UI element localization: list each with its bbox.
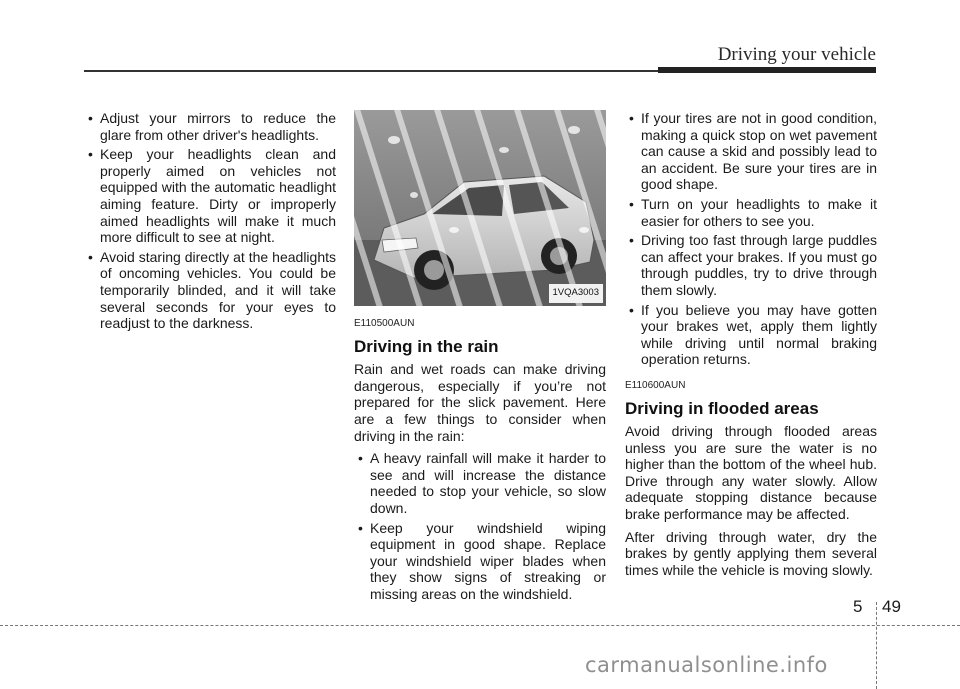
list-item: • A heavy rainfall will make it harder to see and will increase the distance needed to stop your vehicle, so slow down.: [354, 450, 606, 516]
page-header-title: Driving your vehicle: [717, 44, 876, 65]
list-item: • Adjust your mirrors to reduce the glare from other driver's headlights.: [84, 110, 336, 143]
list-item: • If your tires are not in good condition, making a quick stop on wet pavement can cause a skid and possibly lead to an accident. Be sure your tires are in good shape.: [625, 110, 877, 193]
bullet-list: [84, 110, 336, 332]
header-rule-accent: [658, 67, 876, 73]
section-code: E110500AUN: [354, 318, 415, 329]
list-item: • Keep your windshield wiping equipment in good shape. Replace your windshield wiper blades when they show signs of streaking or missing areas on the windshield.: [354, 520, 606, 603]
section-title: Driving in the rain: [354, 336, 499, 356]
list-item: • Keep your headlights clean and properly aimed on vehicles not equipped with the automatic headlight aiming feature. Dirty or improperly aimed headlights will make it much more difficult to see at night.: [84, 146, 336, 246]
chapter-number: 5: [853, 597, 863, 616]
list-item: • Driving too fast through large puddles can affect your brakes. If you must go through puddles, try to drive through them slowly.: [625, 232, 877, 298]
car-in-rain-image: [354, 110, 606, 306]
section-intro: Rain and wet roads can make driving dangerous, especially if you’re not prepared for the slick pavement. Here are a few things to consider when driving in the rain:: [354, 361, 606, 444]
watermark: carmanualsonline.info: [585, 653, 828, 677]
list-item: • Turn on your headlights to make it easier for others to see you.: [625, 196, 877, 229]
paragraph: Avoid driving through flooded areas unless you are sure the water is no higher than the bottom of the wheel hub. Drive through any water slowly. Allow adequate stopping distance because brake performance may be affected.: [625, 423, 877, 523]
page-number-divider: [876, 602, 877, 689]
bullet-list: [625, 110, 877, 368]
bullet-list: [354, 450, 606, 602]
header-rule: [84, 70, 664, 72]
section-code: E110600AUN: [625, 379, 686, 391]
figure-label: 1VQA3003: [549, 284, 603, 303]
list-item: • Avoid staring directly at the headlights of oncoming vehicles. You could be temporarily blinded, and it will take several seconds for your eyes to readjust to the darkness.: [84, 249, 336, 332]
list-item: • If you believe you may have gotten your brakes wet, apply them lightly while driving until normal braking operation returns.: [625, 302, 877, 368]
column-2: [354, 110, 606, 606]
column-3: [625, 110, 877, 584]
column-1: [84, 110, 336, 335]
footer-rule: [0, 625, 960, 626]
rain-car-illustration: [354, 110, 606, 306]
page-number: 49: [882, 597, 901, 616]
section-title: Driving in flooded areas: [625, 398, 819, 418]
paragraph: After driving through water, dry the brakes by gently applying them several times while the vehicle is moving slowly.: [625, 528, 877, 578]
